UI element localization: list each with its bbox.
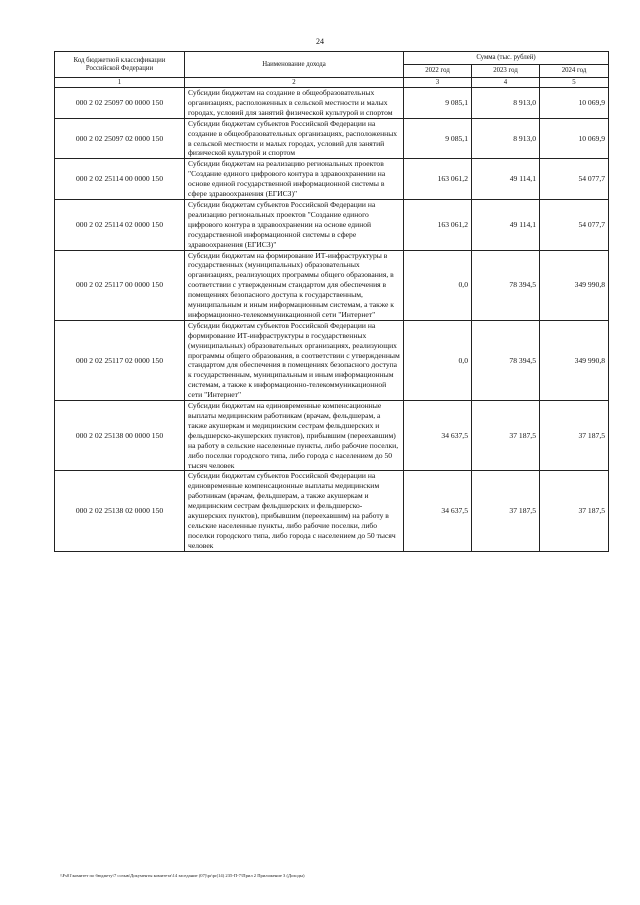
row-name: Субсидии бюджетам на создание в общеобразовательных организациях, расположенных в сельской местности и малых городах, условий для занятий физической культурой и спортом	[185, 88, 404, 119]
row-value-2023: 78 394,5	[472, 320, 540, 400]
header-year-2024: 2024 год	[540, 65, 609, 78]
row-name: Субсидии бюджетам субъектов Российской Федерации на реализацию региональных проектов "Создание единого цифрового контура в здравоохранении на основе единой государственной информационной системы в сфере здравоохранения (ЕГИСЗ)"	[185, 199, 404, 250]
table-row	[55, 88, 609, 119]
header-year-2023: 2023 год	[472, 65, 540, 78]
row-value-2023: 78 394,5	[472, 250, 540, 320]
row-code: 000 2 02 25117 00 0000 150	[55, 250, 185, 320]
row-name: Субсидии бюджетам субъектов Российской Федерации на единовременные компенсационные выплаты медицинским работникам (врачам, фельдшерам, а также акушеркам и медицинским сестрам фельдшерских и фельдшерско-акушерских пунктов), прибывшим (переехавшим) на работу в сельские населенные пункты, либо рабочие поселки, либо поселки городского типа, либо города с населением до 50 тысяч человек	[185, 471, 404, 551]
header-year-2022: 2022 год	[404, 65, 472, 78]
row-name: Субсидии бюджетам на реализацию региональных проектов "Создание единого цифрового контура в здравоохранении на основе единой государственной информационной системы в сфере здравоохранения (ЕГИСЗ)"	[185, 159, 404, 200]
row-name: Субсидии бюджетам на формирование ИТ-инфраструктуры в государственных (муниципальных) образовательных организациях, реализующих программы общего образования, в соответствии с утвержденным стандартом для обеспечения в помещениях безопасного доступа к государственным, муниципальным и иным информационным системам, а также к информационно-телекоммуникационной сети "Интернет"	[185, 250, 404, 320]
row-code: 000 2 02 25117 02 0000 150	[55, 320, 185, 400]
row-code: 000 2 02 25138 02 0000 150	[55, 471, 185, 551]
table-row	[55, 471, 609, 551]
row-code: 000 2 02 25138 00 0000 150	[55, 401, 185, 471]
row-code: 000 2 02 25114 02 0000 150	[55, 199, 185, 250]
col-number-4: 4	[472, 78, 540, 88]
row-value-2024: 10 069,9	[540, 118, 609, 159]
row-value-2022: 34 637,5	[404, 401, 472, 471]
row-value-2023: 37 187,5	[472, 471, 540, 551]
row-value-2024: 349 990,8	[540, 250, 609, 320]
footer-file-path: \\Fs01\комитет по бюджету\7 созыв\Документы комитета\14 заседание (07)\pr\pr(14) 235-П-7\Прил 2 Приложение 3 (Доходы)	[60, 873, 305, 878]
header-code: Код бюджетной классификации Российской Федерации	[55, 52, 185, 78]
col-number-5: 5	[540, 78, 609, 88]
row-code: 000 2 02 25097 00 0000 150	[55, 88, 185, 119]
row-code: 000 2 02 25097 02 0000 150	[55, 118, 185, 159]
header-sum: Сумма (тыс. рублей)	[404, 52, 609, 65]
page-number: 24	[316, 37, 324, 46]
row-value-2023: 37 187,5	[472, 401, 540, 471]
col-number-3: 3	[404, 78, 472, 88]
table-row	[55, 401, 609, 471]
row-value-2024: 54 077,7	[540, 199, 609, 250]
header-name: Наименование дохода	[185, 52, 404, 78]
row-value-2022: 34 637,5	[404, 471, 472, 551]
table-row	[55, 118, 609, 159]
table-row	[55, 199, 609, 250]
row-value-2023: 49 114,1	[472, 199, 540, 250]
row-name: Субсидии бюджетам субъектов Российской Федерации на формирование ИТ-инфраструктуры в государственных (муниципальных) образовательных организациях, реализующих программы общего образования, в соответствии с утвержденным стандартом для обеспечения в помещениях безопасного доступа к государственным, муниципальным и иным информационным системам, а также к информационно-телекоммуникационной сети "Интернет"	[185, 320, 404, 400]
col-number-2: 2	[185, 78, 404, 88]
col-number-1: 1	[55, 78, 185, 88]
row-value-2024: 10 069,9	[540, 88, 609, 119]
row-value-2022: 9 085,1	[404, 88, 472, 119]
row-value-2022: 9 085,1	[404, 118, 472, 159]
row-name: Субсидии бюджетам субъектов Российской Федерации на создание в общеобразовательных организациях, расположенных в сельской местности и малых городах, условий для занятий физической культурой и спортом	[185, 118, 404, 159]
row-value-2024: 54 077,7	[540, 159, 609, 200]
row-value-2022: 0,0	[404, 250, 472, 320]
table-row	[55, 159, 609, 200]
row-value-2024: 37 187,5	[540, 401, 609, 471]
row-value-2023: 8 913,0	[472, 118, 540, 159]
row-value-2023: 8 913,0	[472, 88, 540, 119]
row-value-2023: 49 114,1	[472, 159, 540, 200]
table-row	[55, 250, 609, 320]
row-name: Субсидии бюджетам на единовременные компенсационные выплаты медицинским работникам (врачам, фельдшерам, а также акушеркам и медицинским сестрам фельдшерских и фельдшерско-акушерских пунктов), прибывшим (переехавшим) на работу в сельские населенные пункты, либо рабочие поселки, либо поселки городского типа, либо города с населением до 50 тысяч человек	[185, 401, 404, 471]
row-code: 000 2 02 25114 00 0000 150	[55, 159, 185, 200]
revenue-table	[54, 51, 609, 552]
row-value-2024: 37 187,5	[540, 471, 609, 551]
table-row	[55, 320, 609, 400]
row-value-2024: 349 990,8	[540, 320, 609, 400]
row-value-2022: 163 061,2	[404, 159, 472, 200]
row-value-2022: 163 061,2	[404, 199, 472, 250]
row-value-2022: 0,0	[404, 320, 472, 400]
